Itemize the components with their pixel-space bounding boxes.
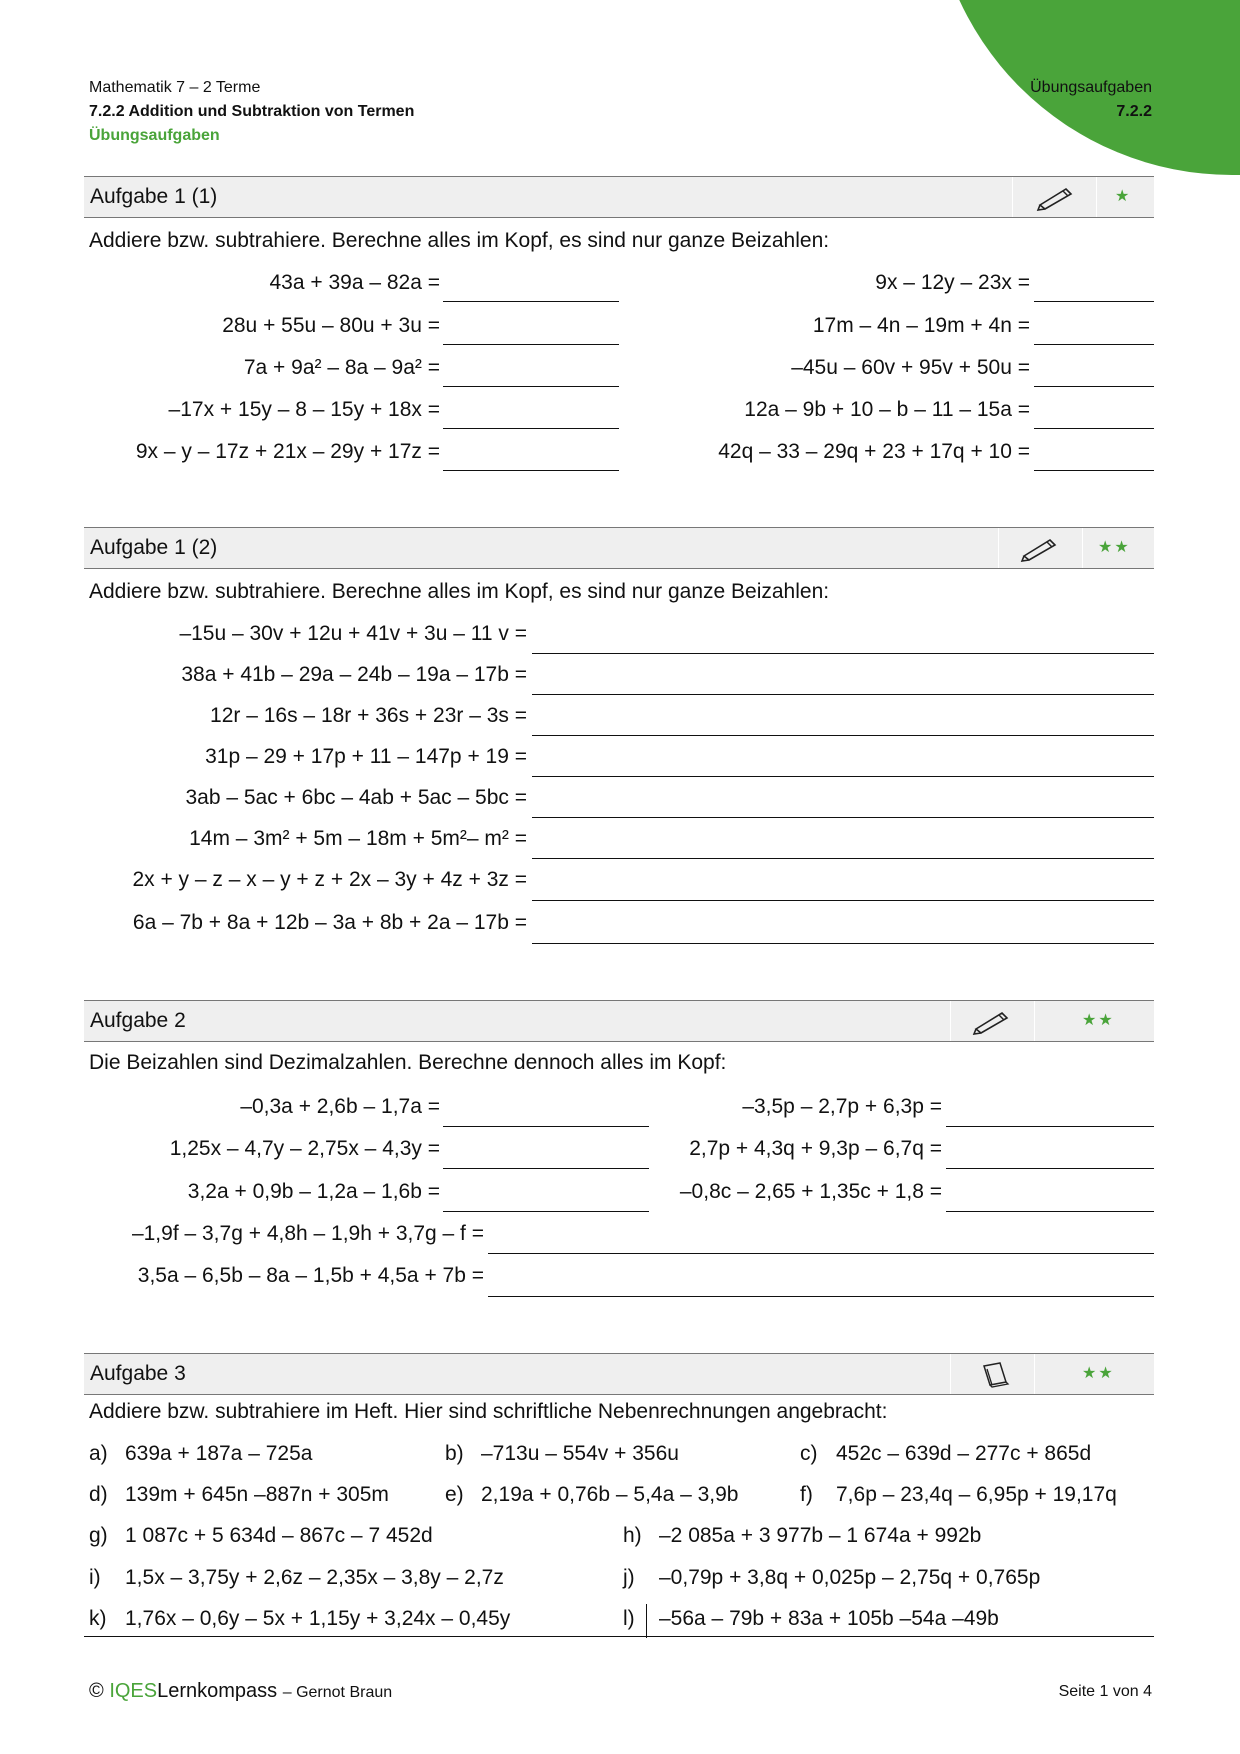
- exercise-item: j) –0,79p + 3,8q + 0,025p – 2,75q + 0,765p: [623, 1566, 1041, 1589]
- expression: 31p – 29 + 17p + 11 – 147p + 19 =: [205, 745, 527, 768]
- answer-line[interactable]: [443, 344, 619, 345]
- expression: 14m – 3m² + 5m – 18m + 5m²– m² =: [189, 827, 527, 850]
- difficulty-stars: ★★: [1082, 1012, 1115, 1029]
- expression: 3,2a + 0,9b – 1,2a – 1,6b =: [187, 1180, 440, 1203]
- difficulty-stars: ★★: [1098, 539, 1131, 556]
- exercise-item: g) 1 087c + 5 634d – 867c – 7 452d: [89, 1524, 433, 1547]
- expression: 9x – 12y – 23x =: [875, 271, 1030, 294]
- expression: 43a + 39a – 82a =: [269, 271, 440, 294]
- pencil-icon: [1036, 183, 1076, 216]
- task-1b-header: [84, 527, 1154, 569]
- task-title: Aufgabe 3: [90, 1362, 186, 1385]
- notebook-icon: [980, 1360, 1012, 1393]
- answer-line[interactable]: [532, 900, 1154, 901]
- expression: 42q – 33 – 29q + 23 + 17q + 10 =: [718, 440, 1030, 463]
- expression: –17x + 15y – 8 – 15y + 18x =: [168, 398, 440, 421]
- pencil-icon: [972, 1007, 1012, 1040]
- header-right-number: 7.2.2: [1116, 103, 1152, 120]
- divider: [84, 1636, 1154, 1637]
- answer-line[interactable]: [946, 1211, 1154, 1212]
- expression: 3ab – 5ac + 6bc – 4ab + 5ac – 5bc =: [185, 786, 527, 809]
- answer-line[interactable]: [532, 817, 1154, 818]
- expression: 2x + y – z – x – y + z + 2x – 3y + 4z + 3z =: [132, 868, 527, 891]
- difficulty-stars: ★: [1115, 188, 1132, 205]
- expression: 17m – 4n – 19m + 4n =: [812, 314, 1030, 337]
- task-title: Aufgabe 1 (1): [90, 185, 218, 208]
- answer-line[interactable]: [488, 1253, 1154, 1254]
- answer-line[interactable]: [946, 1126, 1154, 1127]
- expression: 6a – 7b + 8a + 12b – 3a + 8b + 2a – 17b =: [132, 911, 527, 934]
- answer-line[interactable]: [532, 943, 1154, 944]
- task-3-instruction: Addiere bzw. subtrahiere im Heft. Hier sind schriftliche Nebenrechnungen angebracht:: [89, 1400, 888, 1423]
- answer-line[interactable]: [532, 735, 1154, 736]
- expression: –0,8c – 2,65 + 1,35c + 1,8 =: [679, 1180, 942, 1203]
- answer-line[interactable]: [532, 776, 1154, 777]
- answer-line[interactable]: [1034, 301, 1154, 302]
- task-1a-instruction: Addiere bzw. subtrahiere. Berechne alles im Kopf, es sind nur ganze Beizahlen:: [89, 229, 830, 252]
- answer-line[interactable]: [1034, 470, 1154, 471]
- task-title: Aufgabe 1 (2): [90, 536, 218, 559]
- footer-brand: [89, 1680, 392, 1703]
- exercise-item: l) –56a – 79b + 83a + 105b –54a –49b: [623, 1607, 999, 1630]
- difficulty-stars: ★★: [1082, 1365, 1115, 1382]
- expression: 9x – y – 17z + 21x – 29y + 17z =: [135, 440, 440, 463]
- divider: [646, 1604, 647, 1638]
- expression: 12r – 16s – 18r + 36s + 23r – 3s =: [210, 704, 527, 727]
- task-2-instruction: Die Beizahlen sind Dezimalzahlen. Berechne dennoch alles im Kopf:: [89, 1051, 727, 1074]
- answer-line[interactable]: [1034, 428, 1154, 429]
- task-2-header: [84, 1000, 1154, 1042]
- task-1a-header: [84, 176, 1154, 218]
- expression: –1,9f – 3,7g + 4,8h – 1,9h + 3,7g – f =: [131, 1222, 484, 1245]
- expression: –0,3a + 2,6b – 1,7a =: [240, 1095, 440, 1118]
- answer-line[interactable]: [1034, 344, 1154, 345]
- header-subtitle: Übungsaufgaben: [89, 127, 220, 144]
- page-number: Seite 1 von 4: [1058, 1683, 1152, 1700]
- expression: 3,5a – 6,5b – 8a – 1,5b + 4,5a + 7b =: [137, 1264, 484, 1287]
- exercise-item: k) 1,76x – 0,6y – 5x + 1,15y + 3,24x – 0,45y: [89, 1607, 511, 1630]
- answer-line[interactable]: [946, 1168, 1154, 1169]
- expression: 7a + 9a² – 8a – 9a² =: [243, 356, 440, 379]
- exercise-item: c) 452c – 639d – 277c + 865d: [800, 1442, 1092, 1465]
- answer-line[interactable]: [443, 1126, 649, 1127]
- exercise-item: h) –2 085a + 3 977b – 1 674a + 992b: [623, 1524, 982, 1547]
- answer-line[interactable]: [443, 301, 619, 302]
- copyright-icon: ©: [89, 1680, 104, 1702]
- exercise-item: i) 1,5x – 3,75y + 2,6z – 2,35x – 3,8y – 2,7z: [89, 1566, 504, 1589]
- answer-line[interactable]: [532, 694, 1154, 695]
- answer-line[interactable]: [532, 858, 1154, 859]
- expression: 12a – 9b + 10 – b – 11 – 15a =: [744, 398, 1030, 421]
- expression: 28u + 55u – 80u + 3u =: [222, 314, 440, 337]
- exercise-item: e) 2,19a + 0,76b – 5,4a – 3,9b: [445, 1483, 739, 1506]
- exercise-item: a) 639a + 187a – 725a: [89, 1442, 313, 1465]
- expression: 1,25x – 4,7y – 2,75x – 4,3y =: [169, 1137, 440, 1160]
- expression: 2,7p + 4,3q + 9,3p – 6,7q =: [689, 1137, 942, 1160]
- expression: 38a + 41b – 29a – 24b – 19a – 17b =: [181, 663, 527, 686]
- expression: –15u – 30v + 12u + 41v + 3u – 11 v =: [179, 622, 527, 645]
- task-3-header: [84, 1353, 1154, 1395]
- task-title: Aufgabe 2: [90, 1009, 186, 1032]
- answer-line[interactable]: [443, 1211, 649, 1212]
- task-1b-instruction: Addiere bzw. subtrahiere. Berechne alles im Kopf, es sind nur ganze Beizahlen:: [89, 580, 830, 603]
- answer-line[interactable]: [488, 1296, 1154, 1297]
- expression: –45u – 60v + 95v + 50u =: [791, 356, 1030, 379]
- footer-author: – Gernot Braun: [282, 1684, 393, 1701]
- header-section: 7.2.2 Addition und Subtraktion von Termen: [89, 103, 415, 120]
- exercise-item: b) –713u – 554v + 356u: [445, 1442, 679, 1465]
- brand-prefix: IQES: [109, 1680, 158, 1702]
- brand-name: Lernkompass: [157, 1680, 278, 1702]
- answer-line[interactable]: [443, 428, 619, 429]
- exercise-item: d) 139m + 645n –887n + 305m: [89, 1483, 389, 1506]
- answer-line[interactable]: [443, 386, 619, 387]
- exercise-item: f) 7,6p – 23,4q – 6,95p + 19,17q: [800, 1483, 1117, 1506]
- answer-line[interactable]: [532, 653, 1154, 654]
- answer-line[interactable]: [1034, 386, 1154, 387]
- header-course: Mathematik 7 – 2 Terme: [89, 79, 261, 96]
- expression: –3,5p – 2,7p + 6,3p =: [742, 1095, 942, 1118]
- pencil-icon: [1020, 534, 1060, 567]
- header-right-label: Übungsaufgaben: [1030, 79, 1152, 96]
- answer-line[interactable]: [443, 1168, 649, 1169]
- answer-line[interactable]: [443, 470, 619, 471]
